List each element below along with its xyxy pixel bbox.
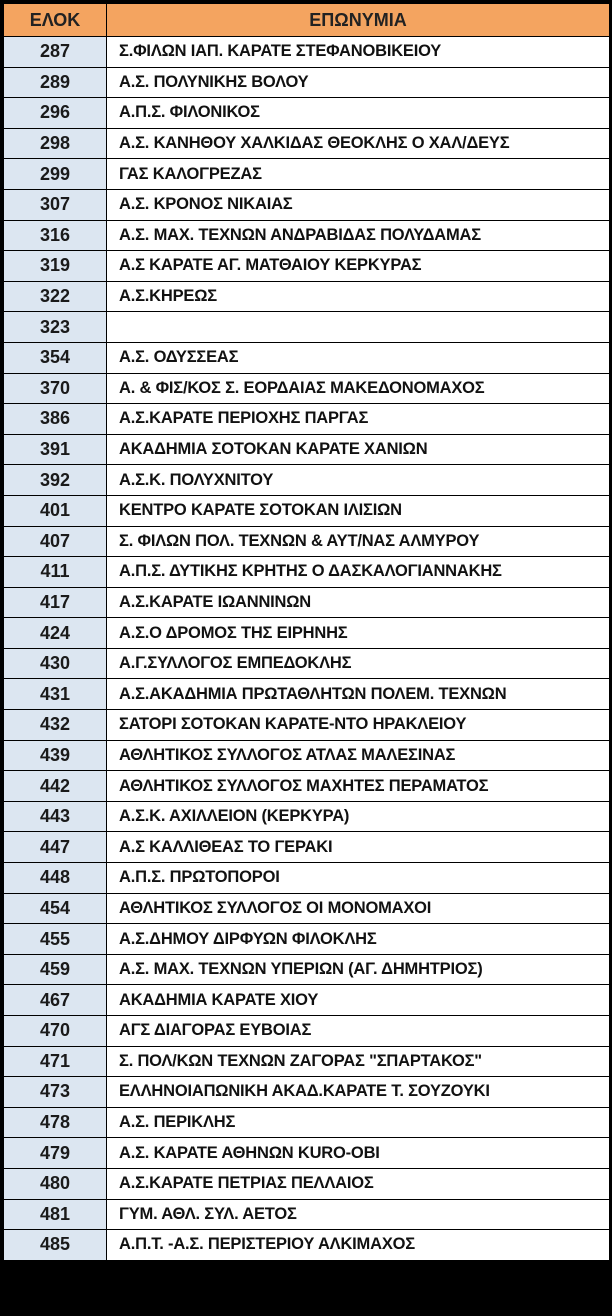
club-code-cell: 319 — [4, 251, 107, 282]
club-code-cell: 481 — [4, 1199, 107, 1230]
club-code-cell: 287 — [4, 37, 107, 68]
table-row — [4, 251, 610, 282]
club-code-cell: 479 — [4, 1138, 107, 1169]
club-name-cell: Α.Σ.Κ. ΠΟΛΥΧΝΙΤΟΥ — [107, 465, 610, 496]
table-row — [4, 1199, 610, 1230]
club-name-cell: Α.Π.Σ. ΠΡΩΤΟΠΟΡΟΙ — [107, 863, 610, 894]
club-code-cell: 478 — [4, 1107, 107, 1138]
table-row — [4, 189, 610, 220]
club-code-cell: 480 — [4, 1168, 107, 1199]
club-code-cell: 323 — [4, 312, 107, 343]
club-name-cell: Α.Π.Σ. ΦΙΛΟΝΙΚΟΣ — [107, 98, 610, 129]
club-code-cell: 299 — [4, 159, 107, 190]
club-code-cell: 443 — [4, 801, 107, 832]
club-code-cell: 370 — [4, 373, 107, 404]
table-row — [4, 1230, 610, 1261]
club-name-cell: ΑΘΛΗΤΙΚΟΣ ΣΥΛΛΟΓΟΣ ΑΤΛΑΣ ΜΑΛΕΣΙΝΑΣ — [107, 740, 610, 771]
table-row — [4, 924, 610, 955]
club-name-cell: Α.Σ. ΟΔΥΣΣΕΑΣ — [107, 342, 610, 373]
club-code-cell: 316 — [4, 220, 107, 251]
club-code-cell: 307 — [4, 189, 107, 220]
club-name-cell: ΑΚΑΔΗΜΙΑ ΣΟΤΟΚΑΝ ΚΑΡΑΤΕ ΧΑΝΙΩΝ — [107, 434, 610, 465]
table-row — [4, 495, 610, 526]
club-name-cell: Α.Γ.ΣΥΛΛΟΓΟΣ ΕΜΠΕΔΟΚΛΗΣ — [107, 648, 610, 679]
table-row — [4, 404, 610, 435]
club-code-cell: 289 — [4, 67, 107, 98]
header-row — [4, 4, 610, 37]
club-name-cell: ΑΘΛΗΤΙΚΟΣ ΣΥΛΛΟΓΟΣ ΟΙ ΜΟΝΟΜΑΧΟΙ — [107, 893, 610, 924]
club-name-cell: Α.Σ.ΚΑΡΑΤΕ ΠΕΡΙΟΧΗΣ ΠΑΡΓΑΣ — [107, 404, 610, 435]
club-name-cell: Α.Σ.Ο ΔΡΟΜΟΣ ΤΗΣ ΕΙΡΗΝΗΣ — [107, 618, 610, 649]
table-row — [4, 1138, 610, 1169]
club-code-cell: 485 — [4, 1230, 107, 1261]
club-name-cell: ΚΕΝΤΡΟ ΚΑΡΑΤΕ ΣΟΤΟΚΑΝ ΙΛΙΣΙΩΝ — [107, 495, 610, 526]
table-row — [4, 893, 610, 924]
club-code-cell: 430 — [4, 648, 107, 679]
table-row — [4, 434, 610, 465]
club-code-cell: 448 — [4, 863, 107, 894]
table-row — [4, 679, 610, 710]
club-name-cell: Α.Σ ΚΑΡΑΤΕ ΑΓ. ΜΑΤΘΑΙΟΥ ΚΕΡΚΥΡΑΣ — [107, 251, 610, 282]
table-row — [4, 587, 610, 618]
table-row — [4, 863, 610, 894]
club-name-cell: Α.Σ. ΚΑΝΗΘΟΥ ΧΑΛΚΙΔΑΣ ΘΕΟΚΛΗΣ Ο ΧΑΛ/ΔΕΥΣ — [107, 128, 610, 159]
table-row — [4, 342, 610, 373]
club-name-cell: Α.Σ. ΠΟΛΥΝΙΚΗΣ ΒΟΛΟΥ — [107, 67, 610, 98]
club-name-cell: ΑΓΣ ΔΙΑΓΟΡΑΣ ΕΥΒΟΙΑΣ — [107, 1016, 610, 1047]
club-name-cell: Σ.ΦΙΛΩΝ ΙΑΠ. ΚΑΡΑΤΕ ΣΤΕΦΑΝΟΒΙΚΕΙΟΥ — [107, 37, 610, 68]
table-row — [4, 985, 610, 1016]
table-row — [4, 465, 610, 496]
club-code-cell: 298 — [4, 128, 107, 159]
club-name-cell: Α.Σ.ΔΗΜΟΥ ΔΙΡΦΥΩΝ ΦΙΛΟΚΛΗΣ — [107, 924, 610, 955]
club-name-cell: Α.Σ.ΚΗΡΕΩΣ — [107, 281, 610, 312]
club-code-cell: 467 — [4, 985, 107, 1016]
table-row — [4, 1107, 610, 1138]
club-code-cell: 296 — [4, 98, 107, 129]
club-name-cell: ΑΘΛΗΤΙΚΟΣ ΣΥΛΛΟΓΟΣ ΜΑΧΗΤΕΣ ΠΕΡΑΜΑΤΟΣ — [107, 771, 610, 802]
club-code-cell: 473 — [4, 1077, 107, 1108]
table-row — [4, 37, 610, 68]
table-row — [4, 526, 610, 557]
table-row — [4, 1168, 610, 1199]
club-code-cell: 431 — [4, 679, 107, 710]
club-name-cell: ΓΑΣ ΚΑΛΟΓΡΕΖΑΣ — [107, 159, 610, 190]
table-row — [4, 648, 610, 679]
club-registry-sheet — [3, 3, 609, 1313]
club-name-cell: Α.Σ. ΚΑΡΑΤΕ ΑΘΗΝΩΝ KURO-OBI — [107, 1138, 610, 1169]
table-row — [4, 312, 610, 343]
table-row — [4, 220, 610, 251]
club-name-cell: Σ. ΦΙΛΩΝ ΠΟΛ. ΤΕΧΝΩΝ & ΑΥΤ/ΝΑΣ ΑΛΜΥΡΟΥ — [107, 526, 610, 557]
club-name-cell: ΣΑΤΟΡΙ ΣΟΤΟΚΑΝ ΚΑΡΑΤΕ-ΝΤΟ ΗΡΑΚΛΕΙΟΥ — [107, 710, 610, 741]
club-name-cell: ΑΚΑΔΗΜΙΑ ΚΑΡΑΤΕ ΧΙΟΥ — [107, 985, 610, 1016]
club-code-cell: 454 — [4, 893, 107, 924]
club-code-cell: 442 — [4, 771, 107, 802]
table-row — [4, 740, 610, 771]
club-name-cell: Α.Σ.Κ. ΑΧΙΛΛΕΙΟΝ (ΚΕΡΚΥΡΑ) — [107, 801, 610, 832]
club-code-cell: 439 — [4, 740, 107, 771]
table-row — [4, 832, 610, 863]
club-name-cell: Α.Σ.ΚΑΡΑΤΕ ΠΕΤΡΙΑΣ ΠΕΛΛΑΙΟΣ — [107, 1168, 610, 1199]
club-code-cell: 417 — [4, 587, 107, 618]
club-code-cell: 459 — [4, 954, 107, 985]
club-name-cell: Σ. ΠΟΛ/ΚΩΝ ΤΕΧΝΩΝ ΖΑΓΟΡΑΣ "ΣΠΑΡΤΑΚΟΣ" — [107, 1046, 610, 1077]
club-name-cell: Α.Π.Τ. -Α.Σ. ΠΕΡΙΣΤΕΡΙΟΥ ΑΛΚΙΜΑΧΟΣ — [107, 1230, 610, 1261]
club-code-cell: 401 — [4, 495, 107, 526]
table-body — [4, 37, 610, 1261]
club-code-cell: 424 — [4, 618, 107, 649]
column-header-name: ΕΠΩΝΥΜΙΑ — [107, 4, 610, 37]
club-code-cell: 407 — [4, 526, 107, 557]
club-name-cell: Α.Σ.ΑΚΑΔΗΜΙΑ ΠΡΩΤΑΘΛΗΤΩΝ ΠΟΛΕΜ. ΤΕΧΝΩΝ — [107, 679, 610, 710]
table-row — [4, 67, 610, 98]
club-name-cell: Α.Σ.ΚΑΡΑΤΕ ΙΩΑΝΝΙΝΩΝ — [107, 587, 610, 618]
club-name-cell: Α. & ΦΙΣ/ΚΟΣ Σ. ΕΟΡΔΑΙΑΣ ΜΑΚΕΔΟΝΟΜΑΧΟΣ — [107, 373, 610, 404]
club-name-cell: Α.Σ. ΚΡΟΝΟΣ ΝΙΚΑΙΑΣ — [107, 189, 610, 220]
club-code-cell: 386 — [4, 404, 107, 435]
club-code-cell: 411 — [4, 557, 107, 588]
club-name-cell: Α.Σ ΚΑΛΛΙΘΕΑΣ ΤΟ ΓΕΡΑΚΙ — [107, 832, 610, 863]
club-code-cell: 471 — [4, 1046, 107, 1077]
table-header — [4, 4, 610, 37]
club-code-cell: 354 — [4, 342, 107, 373]
table-row — [4, 710, 610, 741]
club-code-cell: 391 — [4, 434, 107, 465]
table-row — [4, 1046, 610, 1077]
club-name-cell: Α.Π.Σ. ΔΥΤΙΚΗΣ ΚΡΗΤΗΣ Ο ΔΑΣΚΑΛΟΓΙΑΝΝΑΚΗΣ — [107, 557, 610, 588]
club-name-cell: ΕΛΛΗΝΟΙΑΠΩΝΙΚΗ ΑΚΑΔ.ΚΑΡΑΤΕ Τ. ΣΟΥΖΟΥΚΙ — [107, 1077, 610, 1108]
club-code-cell: 432 — [4, 710, 107, 741]
club-name-cell: Α.Σ. ΜΑΧ. ΤΕΧΝΩΝ ΥΠΕΡΙΩΝ (ΑΓ. ΔΗΜΗΤΡΙΟΣ) — [107, 954, 610, 985]
club-code-cell: 455 — [4, 924, 107, 955]
club-name-cell: Α.Σ. ΜΑΧ. ΤΕΧΝΩΝ ΑΝΔΡΑΒΙΔΑΣ ΠΟΛΥΔΑΜΑΣ — [107, 220, 610, 251]
table-row — [4, 954, 610, 985]
club-table — [3, 3, 610, 1261]
club-name-cell: ΓΥΜ. ΑΘΛ. ΣΥΛ. ΑΕΤΟΣ — [107, 1199, 610, 1230]
table-row — [4, 618, 610, 649]
club-name-cell — [107, 312, 610, 343]
table-row — [4, 1016, 610, 1047]
club-code-cell: 470 — [4, 1016, 107, 1047]
table-row — [4, 557, 610, 588]
table-row — [4, 128, 610, 159]
table-row — [4, 1077, 610, 1108]
table-row — [4, 98, 610, 129]
club-code-cell: 392 — [4, 465, 107, 496]
club-code-cell: 322 — [4, 281, 107, 312]
table-row — [4, 281, 610, 312]
table-row — [4, 801, 610, 832]
table-row — [4, 771, 610, 802]
table-row — [4, 159, 610, 190]
club-code-cell: 447 — [4, 832, 107, 863]
club-name-cell: Α.Σ. ΠΕΡΙΚΛΗΣ — [107, 1107, 610, 1138]
column-header-code: ΕΛΟΚ — [4, 4, 107, 37]
table-row — [4, 373, 610, 404]
